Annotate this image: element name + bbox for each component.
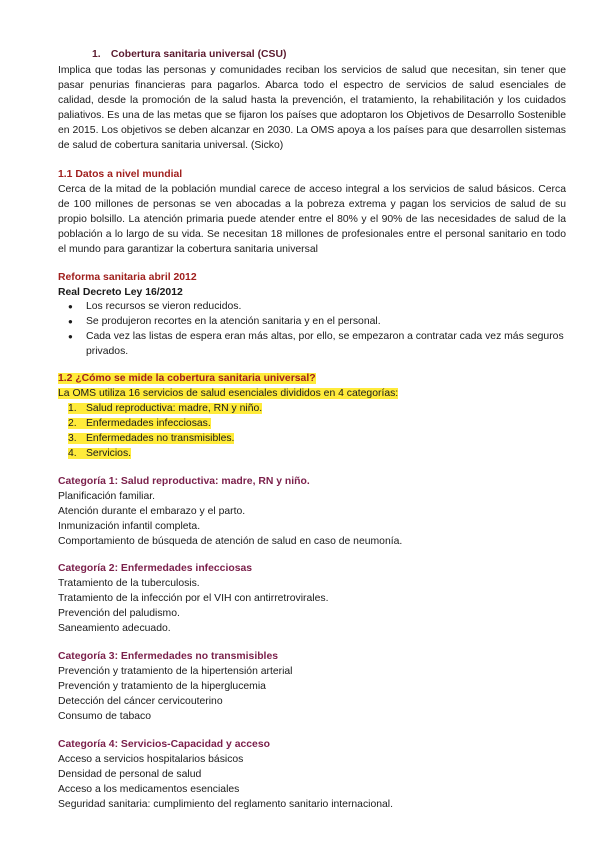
category-item: Inmunización infantil completa.	[58, 521, 201, 532]
category-item: Planificación familiar.	[58, 491, 156, 502]
section-1-1-heading: 1.1 Datos a nivel mundial	[58, 169, 183, 180]
category-item: Acceso a los medicamentos esenciales	[58, 784, 240, 795]
item-number: 3.	[68, 433, 77, 444]
bullet-item: ● Los recursos se vieron reducidos.	[58, 299, 566, 314]
category-title: Categoría 3: Enfermedades no transmisibles	[58, 651, 279, 662]
section-1-1-paragraph: Cerca de la mitad de la población mundial carece de acceso integral a los servicios de salud básicos. Cerca de 100 millones de personas se ven abocadas a la pobreza extrema y pagan los servicios de salud de su propio bolsillo. La atención primaria puede atender entre el 80% y el 90% de las necesidades de salud de la población a lo largo de su vida. Se necesitan 18 millones de profesionales entre el personal sanitario en todo el mundo para garantizar la cobertura sanitaria universal	[58, 184, 566, 255]
item-text: Enfermedades no transmisibles.	[86, 433, 235, 444]
numbered-item	[58, 401, 566, 416]
category-item: Saneamiento adecuado.	[58, 623, 171, 634]
item-number: 4.	[68, 448, 77, 459]
category-1-block	[58, 474, 566, 549]
category-item: Seguridad sanitaria: cumplimiento del reglamento sanitario internacional.	[58, 799, 393, 810]
category-item: Comportamiento de búsqueda de atención de salud en caso de neumonía.	[58, 536, 403, 547]
numbered-item	[58, 416, 566, 431]
item-number: 1.	[68, 403, 77, 414]
reforma-heading: Reforma sanitaria abril 2012	[58, 272, 197, 283]
category-3-block	[58, 649, 566, 724]
category-4-block	[58, 737, 566, 812]
category-item: Densidad de personal de salud	[58, 769, 202, 780]
section-1-heading	[92, 47, 286, 62]
item-text: Salud reproductiva: madre, RN y niño.	[86, 403, 263, 414]
section-1-number: 1.	[92, 49, 101, 60]
category-item: Acceso a servicios hospitalarios básicos	[58, 754, 244, 765]
numbered-item	[58, 431, 566, 446]
section-1-paragraph: Implica que todas las personas y comunidades reciban los servicios de salud que necesitan, sin tener que pasar penurias financieras para pagarlos. Abarca todo el espectro de servicios de salud esenciales de calidad, desde la promoción de la salud hasta la prevención, el tratamiento, la rehabilitación y los cuidados paliativos. Es una de las metas que se fijaron los países que adoptaron los Objetivos de Desarrollo Sostenible en 2015. Los objetivos se deben alcanzar en 2030. La OMS apoya a los países para que desarrollen sistemas de salud de cobertura sanitaria universal. (Sicko)	[58, 65, 566, 151]
reforma-subtitle: Real Decreto Ley 16/2012	[58, 287, 183, 298]
category-item: Prevención y tratamiento de la hiperglucemia	[58, 681, 266, 692]
category-item: Tratamiento de la tuberculosis.	[58, 578, 200, 589]
category-item: Tratamiento de la infección por el VIH con antirretrovirales.	[58, 593, 329, 604]
numbered-item	[58, 446, 566, 461]
item-text: Enfermedades infecciosas.	[86, 418, 211, 429]
item-text: Servicios.	[86, 448, 132, 459]
bullet-item: ● Cada vez las listas de espera eran más altas, por ello, se empezaron a contratar cada vez más seguros privados.	[58, 329, 566, 359]
item-number: 2.	[68, 418, 77, 429]
category-title: Categoría 1: Salud reproductiva: madre, RN y niño.	[58, 476, 310, 487]
category-title: Categoría 2: Enfermedades infecciosas	[58, 563, 253, 574]
category-item: Detección del cáncer cervicouterino	[58, 696, 223, 707]
section-1-2-intro: La OMS utiliza 16 servicios de salud esenciales divididos en 4 categorías:	[58, 388, 399, 399]
section-1-2-intro-line	[58, 386, 566, 401]
bullet-item: ● Se produjeron recortes en la atención sanitaria y en el personal.	[58, 314, 566, 329]
reforma-bullet-list	[58, 299, 566, 359]
category-2-block	[58, 561, 566, 636]
section-1-2-heading	[58, 371, 566, 386]
section-1-2-title: 1.2 ¿Cómo se mide la cobertura sanitaria universal?	[58, 373, 316, 384]
category-title: Categoría 4: Servicios-Capacidad y acceso	[58, 739, 270, 750]
section-1-title: Cobertura sanitaria universal (CSU)	[110, 49, 287, 60]
category-item: Consumo de tabaco	[58, 711, 151, 722]
category-item: Atención durante el embarazo y el parto.	[58, 506, 246, 517]
category-number-list	[58, 401, 566, 461]
category-item: Prevención del paludismo.	[58, 608, 180, 619]
category-item: Prevención y tratamiento de la hipertensión arterial	[58, 666, 293, 677]
